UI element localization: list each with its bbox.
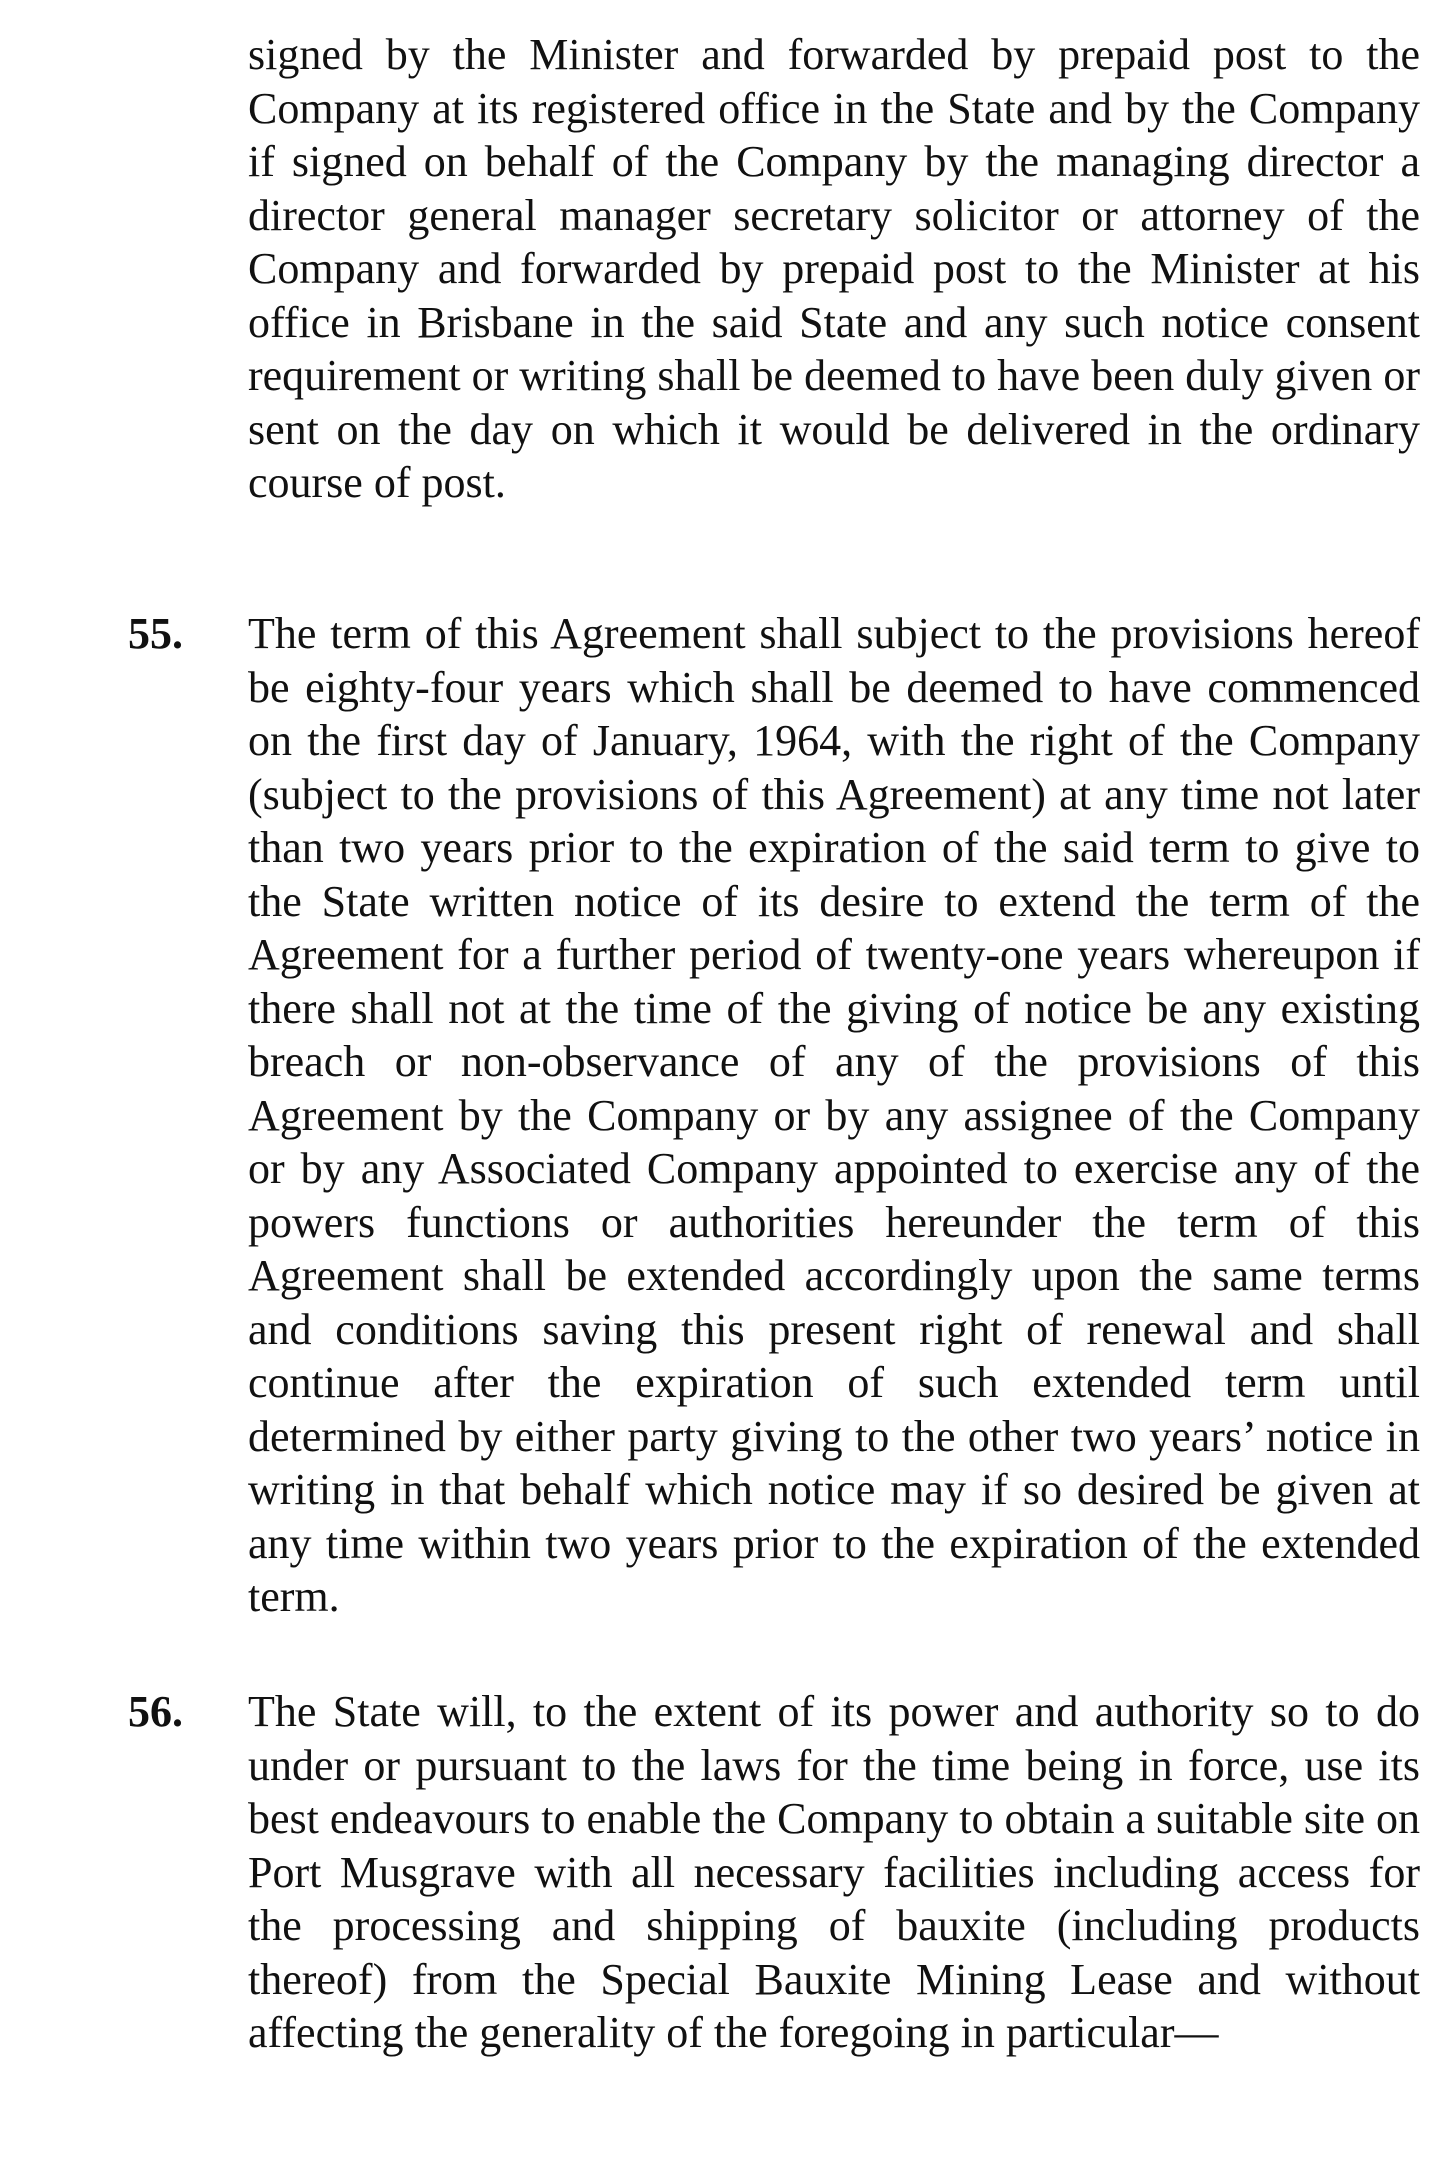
clause-56-number: 56. <box>128 1687 183 1736</box>
clause-55-number: 55. <box>128 609 183 658</box>
clause-56-text: The State will, to the extent of its power and authority so to do under or pursuant to the laws for the time being in force, use its best endeavours to enable the Company to obtain a suitable site on Port Musgrave with all necessary facilities including access for the processing and shipping of bauxite (including products thereof) from the Special Bauxite Mining Lease and without affecting the generality of the foregoing in particular— <box>248 1687 1420 2057</box>
clause-55-text: The term of this Agreement shall subject to the provisions hereof be eighty-four years which shall be deemed to have commenced on the first day of January, 1964, with the right of the Company (subject to the provisions of this Agreement) at any time not later than two years prior to the expiration of the said term to give to the State written notice of its desire to extend the term of the Agreement for a further period of twenty-one years whereupon if there shall not at the time of the giving of notice be any existing breach or non-observance of any of the provisions of this Agreement by the Company or by any assignee of the Company or by any Associated Company appointed to exercise any of the powers functions or authorities hereunder the term of this Agreement shall be extended accordingly upon the same terms and conditions saving this present right of renewal and shall continue after the expiration of such extended term until determined by either party giving to the other two years’ notice in writing in that behalf which notice may if so desired be given at any time within two years prior to the expiration of the extended term. <box>248 609 1420 1621</box>
clause-54-continuation-text: signed by the Minister and forwarded by prepaid post to the Company at its registered office in the State and by the Company if signed on behalf of the Company by the managing director a director general manager secretary solicitor or attorney of the Company and forwarded by prepaid post to the Minister at his office in Brisbane in the said State and any such notice consent requirement or writing shall be deemed to have been duly given or sent on the day on which it would be delivered in the ordinary course of post. <box>248 30 1420 507</box>
